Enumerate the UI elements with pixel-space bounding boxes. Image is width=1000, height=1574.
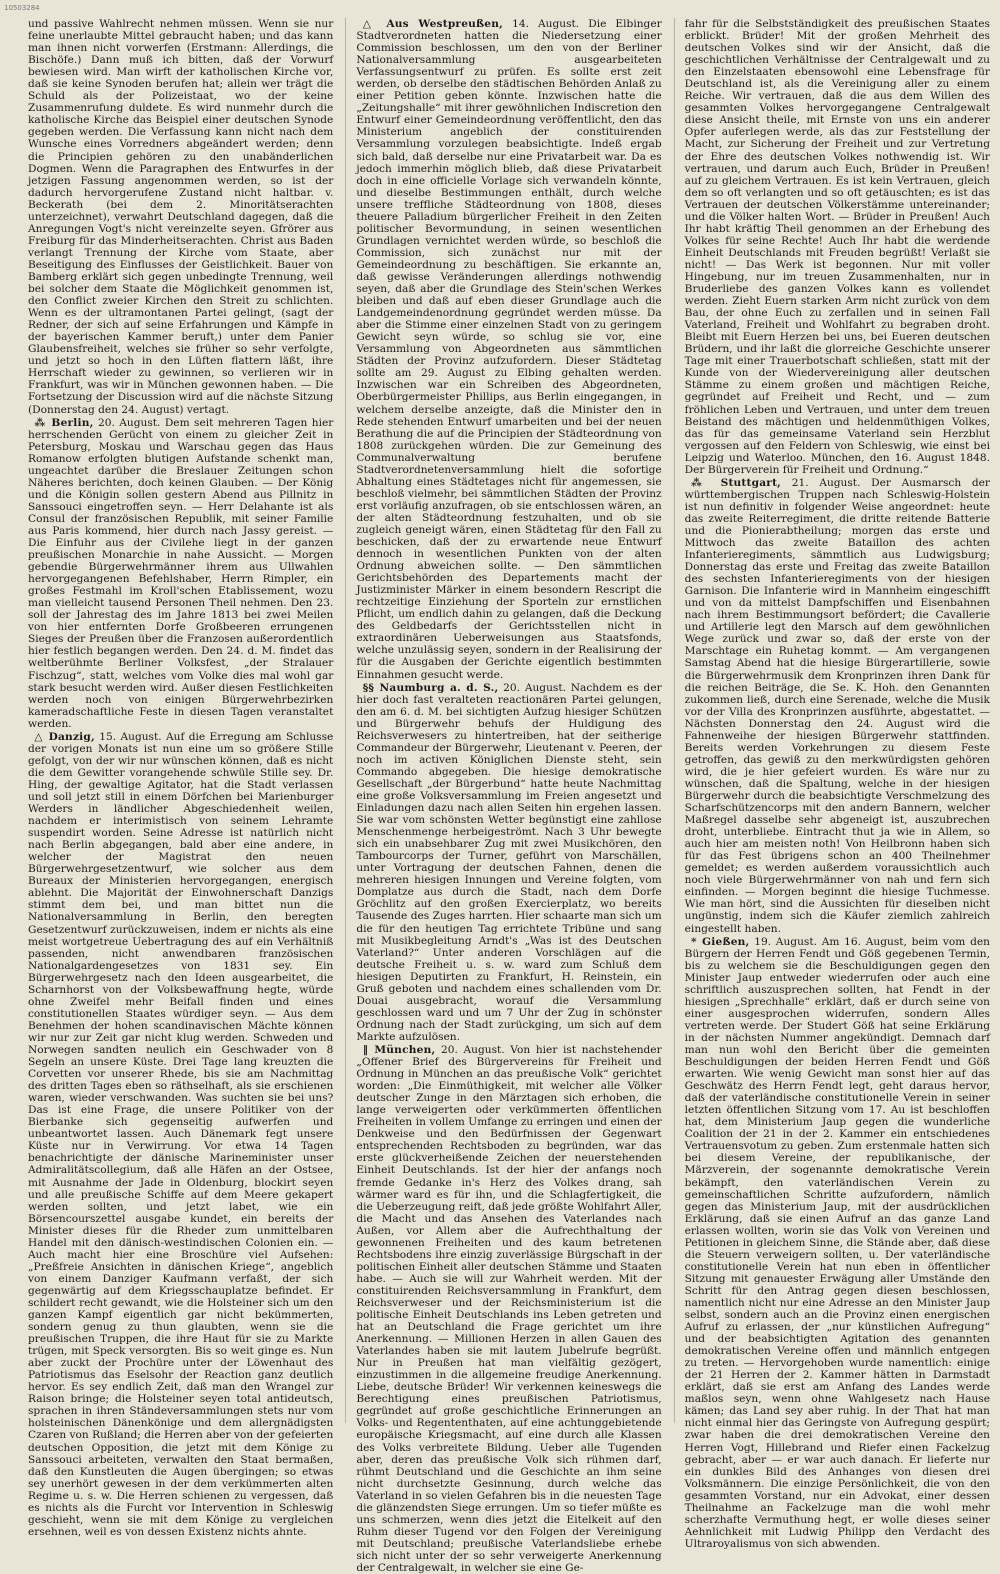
dateline: △ Aus Westpreußen,	[362, 18, 504, 30]
article-paragraph	[685, 477, 990, 935]
article-paragraph	[28, 731, 333, 1538]
article-paragraph	[356, 18, 661, 681]
dateline: * Gießen,	[691, 935, 750, 948]
paragraph-text: und passive Wahlrecht nehmen müssen. Wenn sie nur feine unerlaubte Mittel gebraucht haben; und das kann man ihnen nicht vorwerfen (Erstmann: Allerdings, die Bischöfe.) Dann muß ich bitten, daß der Vorwurf bewiesen wird. Man wirft der katholischen Kirche vor, daß sie keine Synoden berufen hat; allein wer trägt die Schuld als der Polizeistaat, wo der keine Zusammenrufung duldete. Es wird nunmehr durch die katholische Kirche das Beispiel einer deutschen Synode gegeben werden. Die Verfassung kann nicht nach dem Wunsche eines Vorredners abgeändert werden; denn die Principien gehören zu den unabänderlichen Dogmen. Wenn die Paragraphen des Entwurfes in der jetzigen Fassung angenommen werden, so ist der dadurch hervorgerufene Zustand nicht haltbar. v. Beckerath (bei dem 2. Minoritätserachten unterzeichnet), verwahrt Deutschland dagegen, daß die Anregungen Vogt's nicht vereinzelte seyen. Gfrörer aus Freiburg für das Minderheitserachten. Christ aus Baden verlangt Trennung der Kirche vom Staate, aber Beseitigung des Einflusses der Geistlichkeit. Bauer von Bamberg erklärt sich gegen unbedingte Trennung, weil bei solcher dem Staate die Möglichkeit genommen ist, den Conflict zweier Kirchen den Streit zu schlichten. Wenn es der ultramontanen Partei gelingt, (sagt der Redner, der sich auf seine Erfahrungen und Kämpfe in der bayerischen Kammer beruft,) unter dem Panier Glaubensfreiheit, welches sie früher so sehr verfolgte, und jetzt so hoch in den Lüften flattern läßt, ihre Herrschaft wieder zu gewinnen, so verlieren wir in Frankfurt, was wir in München gewonnen haben. — Die Fortsetzung der Discussion wird auf die nächste Sitzung (Donnerstag den 24. August) vertagt.	[28, 18, 334, 416]
article-paragraph	[28, 18, 333, 416]
paragraph-text: 20. August. Nachdem es der hier doch fast veralteten reactionären Partei gelungen, den am 6. d. M. bei sichtigten Aufzug hiesiger Schützen und Bürgerwehr behufs der Huldigung des Reichsverwesers zu hintertreiben, hat der seitherige Commandeur der Bürgerwehr, Lieutenant v. Peeren, der noch im activen Königlichen Dienste steht, sein Commando abgegeben. Die hiesige demokratische Gesellschaft „der Bürgerbund“ hatte heute Nachmittag eine große Volksversammlung im Freien angesetzt und Einladungen dazu nach allen Seiten hin ergehen lassen. Sie war vom schönsten Wetter begünstigt eine zahllose Menschenmenge herbeigeströmt. Nach 3 Uhr bewegte sich ein unabsehbarer Zug mit zwei Musikchören, den Tambourcorps der Turner, geführt von Marschällen, unter Vortragung der deutschen Fahnen, denen die mehreren hiesigen Innungen und Vereine folgten, vom Domplatze aus durch die Stadt, nach dem Dorfe Gröchlitz auf den großen Exercierplatz, wo bereits Tausende des Zuges harrten. Hier schaarte man sich um die für den heutigen Tag errichtete Tribüne und sang mit Musikbegleitung Arndt's „Was ist des Deutschen Vaterland?“ Unter anderen Vorschlägen auf die deutsche Freiheit u. s. w. ward zum Schluß dem hiesigen Deputirten zu Frankfurt, H. Reinstein, ein Gruß geboten und nachdem eines schallenden vom Dr. Douai ausgebracht, worauf die Versammlung geschlossen ward und um 7 Uhr der Zug in schönster Ordnung nach der Stadt zurückging, um sich auf dem Markte aufzulösen.	[356, 681, 662, 1043]
paragraph-text: 15. August. Auf die Erregung am Schlusse der vorigen Monats ist nun eine um so größere Stille gefolgt, von der wir nur wünschen können, daß es nicht die dem Gewitter vorangehende schwüle Stille sey. Dr. Hing, der gewaltige Agitator, hat die Stadt verlassen und soll jetzt still in einem Dörfchen bei Marienburger Werders in ländlicher Abgeschiedenheit weilen, nachdem er interimistisch von seinem Lehramte suspendirt worden. Seine Adresse ist natürlich nicht nach Berlin abgegangen, bald aber eine andere, in welcher der Magistrat den neuen Bürgerwehrgesetzentwurf, wie solcher aus dem Bureaux der Ministerien hervorgegangen, energisch ablehnt. Die Majorität der Einwohnerschaft Danzigs stimmt dem bei, und man bittet nun die Nationalversammlung in Berlin, den beregten Gesetzentwurf zurückzuweisen, indem er nichts als eine meist wortgetreue Uebertragung des auf ein Verhältniß passenden, nicht anwendbaren französischen Nationalgardengesetzes von 1831 sey. Ein Bürgerwehrgesetz nach den Ideen ausgearbeitet, die Scharnhorst von der Volksbewaffnung hegte, würde ohne Zweifel mehr Beifall finden und eines constitutionellen Staates würdiger seyn. — Aus dem Benehmen der hohen scandinavischen Mächte können wir nur zur Zeit gar nicht klug werden. Schweden und Norwegen sandten neulich ein Geschwader von 8 Segeln an unsere Küste. Drei Tage lang kreuzten die Corvetten vor unserer Rhede, bis sie am Nachmittag des dritten Tages eben so räthselhaft, als sie erschienen waren, wieder verschwanden. Was suchten sie bei uns? Das ist eine Frage, die unsere Politiker von der Bierbanke sich gegenseitig aufwerfen und unbeantwortet lassen. Auch Dänemark fegt unsere Küste nur in Verwirrung. Vor etwa 14 Tagen benachrichtigte der dänische Marineminister unser Admiralitätscollegium, daß alle Häfen an der Ostsee, mit Ausnahme der Jade in Oldenburg, blockirt seyen und alle preußische Schiffe auf dem Meere gekapert werden sollten, und jetzt labet, wie ein Börsencourszettel ausgabe kundet, ein bereits der Minister dieses für die Rheder zum unmittelbaren Handel mit den dänisch-westindischen Colonien ein. — Auch macht hier eine Broschüre viel Aufsehen: „Preßfreie Ansichten in dänischen Kriege“, angeblich von einem Danziger Kaufmann verfaßt, der sich gegenwärtig auf dem Kriegsschauplatze befindet. Er schildert recht gewandt, wie die Holsteiner sich um den ganzen Kampf eigentlich gar nicht bekümmerten, sondern genug zu thun glaubten, wenn sie die preußischen Truppen, die ihre Haut für sie zu Markte trügen, mit Speck versorgten. Bis so weit ginge es. Nun aber zuckt der Prochüre unter der Löwenhaut des Patriotismus das Eselsohr der Reaction ganz deutlich hervor. Es sey endlich Zeit, daß man den Wrangel zur Raison bringe; die Holsteiner seyen total antideutsch, sprachen in ihren Ständeversammlungen stets nur vom holsteinischen Dänenkönige und dem allergnädigsten Czaren von Rußland; die Herren aber von der gefeierten deutschen Opposition, die jetzt mit dem Könige zu Sanssouci arbeiteten, verwalten den Staat bermaßen, daß den Kunstleuten die Augen übergingen; so etwas sey unerhört gewesen in der dem verkümmerten alten Regime u. s. w. Die Herren schienen zu vergessen, daß es nichts als die Furcht vor Intervention in Schleswig geschieht, wenn sie mit dem Könige zu vergleichen ersehnen, weil es von dessen Existenz nichts ahnte.	[28, 730, 334, 1538]
paragraph-text: 21. August. Der Ausmarsch der württembergischen Truppen nach Schleswig-Holstein ist nun definitiv in folgender Weise angeordnet: heute das zweite Reiterregiment, die dritte reitende Batterie und die Pionierabtheilung; morgen das erste und Mittwoch das zweite Bataillon des achten Infanterieregiments, sämmtlich aus Ludwigsburg; Donnerstag das erste und Freitag das zweite Bataillon des sechsten Infanterieregiments von der hiesigen Garnison. Die Infanterie wird in Mannheim eingeschifft und von da mittelst Dampfschiffen und Eisenbahnen nach ihrem Bestimmungsort befördert; die Cavallerie und Artillerie legt den Marsch auf dem gewöhnlichen Wege zurück und zwar so, daß der erste von der Marschtage ein Ruhetag kommt. — Am vergangenen Samstag Abend hat die hiesige Bürgerartillerie, sowie die Bürgerwehrmusik dem Kronprinzen ihren Dank für die reichen Beiträge, die Se. K. Hoh. den Genannten zukommen ließ, durch eine Serenade, welche die Musik vor der Villa des Kronprinzen ausführte, abgestattet. — Nächsten Donnerstag den 24. August wird die Fahnenweihe der hiesigen Bürgerwehr stattfinden. Bereits werden Vorkehrungen zu diesem Feste getroffen, das gewiß zu den merkwürdigsten gehören wird, die je hier gefeiert wurden. Es wäre nur zu wünschen, daß die Spaltung, welche in der hiesigen Bürgerwehr durch die beabsichtigte Verschmelzung des Scharfschützencorps mit den andern Bannern, welcher Maßregel dasselbe sehr abgeneigt ist, auszubrechen droht, unterbliebe. Eintracht thut ja wie in Allem, so auch hier am meisten noth! Von Heilbronn haben sich für das Fest übrigens schon an 400 Theilnehmer gemeldet; es werden außerdem voraussichtlich auch noch viele Bürgerwehrmänner von nah und fern sich einfinden. — Morgen beginnt die hiesige Tuchmesse. Wie man hört, sind die Aussichten für dieselben nicht ungünstig, indem sich die Käufer ziemlich zahlreich eingestellt haben.	[684, 476, 990, 935]
article-paragraph	[685, 936, 990, 1550]
dateline: ⁂ Berlin,	[34, 416, 94, 429]
paragraph-text: 19. August. Am 16. August, beim vom den Bürgern der Herren Fendt und Göß gegebenen Termin, bis zu welchem sie die Beschuldigungen gegen den Minister Jaup entweder wiederrufen oder auch eine schriftlich auszusprechen sollten, hat Fendt in der hiesigen „Sprechhalle“ erklärt, daß er durch seine von einer ausgesprochen widerrufen, sondern Alles vertreten werde. Der Studert Göß hat seine Erklärung in der nächsten Nummer angekündigt. Demnach darf man nun wohl den Bericht über die gemeinten Beschuldigungen der beiden Herren Fendt und Göß erwarten. Wie wenig Gewicht man sonst hier auf das Geschwätz des Herrn Fendt legt, geht daraus hervor, daß der vaterländische constitutionelle Verein in seiner letzten öffentlichen Sitzung vom 17. Au ist beschloffen hat, dem Ministerium Jaup gegen die wunderliche Coalition der 21 in der 2. Kammer ein entschiedenes Vertrauensvotum zu geben. Zum erstenmale hatten sich bei diesem Vereine, der republikanische, der Märzverein, der sogenannte demokratische Verein bekämpft, den vaterländischen Verein zu gemeinschaftlichen Schritte aufzufordern, nämlich gegen das Ministerium Jaup, mit der ausdrücklichen Erklärung, daß sie einen Aufruf an das ganze Land erlassen wollten, worin sie das Volk von Vereinen und Petitionen in gleichem Sinne, die Stände aber, daß diese die Steuern verweigern sollten, u. Der vaterländische constitutionelle Verein hat nun eben in öffentlicher Sitzung mit genauester Erwägung aller Umstände den Schritt für den Antrag gegen diesen beschlossen, namentlich nicht nur eine Adresse an den Minister Jaup selbst, sondern auch an die Provinz einen energischen Aufruf zu erlassen, der „nur künstlichen Aufregung“ und der beabsichtigten Agitation des genannten demokratischen Vereine offen und männlich entgegen zu treten. — Hervorgehoben wurde namentlich: einige der 21 Herren der 2. Kammer hätten in Darmstadt erklärt, daß sie erst am Anfang des Landes werde maßlos seyn, wenn ohne Wahlgesetz nach Hause kämen; das Land sey aber ruhig. In der That hat man nicht einmal hier das Geringste von Aufregung gespürt; zwar haben die drei demokratischen Vereine den Herren Vogt, Hillebrand und Riefer einen Fackelzug gebracht, aber — er war auch danach. Er lieferte nur ein dunkles Bild des Anhanges von diesen drei Volksmännern. Die einzige Persönlichkeit, die von den gesammten Vorstand, nur ein Advokat, einer dessen Theilnahme an Fackelzuge man die wohl mehr scherzhafte Vermuthung hegt, er wolle dieses seiner Aehnlichkeit mit Ludwig Philipp den Verdacht des Ultraroyalismus von sich abwenden.	[684, 935, 990, 1550]
column-1	[28, 18, 334, 1538]
article-paragraph	[28, 417, 333, 730]
paragraph-text: 14. August. Die Elbinger Stadtverordneten hatten die Niedersetzung einer Commission beschlossen, um den von der Berliner Nationalversammlung ausgearbeiteten Verfassungsentwurf zu prüfen. Es sollte erst zeit werden, ob derselbe den städtischen Behörden Anlaß zu einer Petition geben könnte. Inzwischen hatte die „Zeitungshalle“ mit ihrer gewöhnlichen Indiscretion den Entwurf einer Gemeindeordnung veröffentlicht, den das Ministerium angeblich der constituirenden Versammlung vorzulegen beabsichtigte. Indeß ergab sich bald, daß derselbe nur eine Privatarbeit war. Da es jedoch immerhin möglich blieb, daß diese Privatarbeit doch in eine officielle Vorlage sich verwandeln könnte, und dieselbe Bestimmungen enthält, durch welche unsere treffliche Städteordnung von 1808, dieses theuere Palladium bürgerlicher Freiheit in den Zeiten politischer Bevormundung, in seinen wesentlichen Grundlagen vernichtet werden würde, so beschloß die Commission, sich zunächst nur mit der Gemeindeordnung zu beschäftigen. Sie erkannte an, daß gewisse Veränderungen allerdings nothwendig seyen, daß aber die Grundlage des Stein'schen Werkes bleiben und daß auf eben dieser Grundlage auch die Landgemeindenordnung gegründet werden müsse. Da aber die Stimme einer einzelnen Stadt von zu geringem Gewicht seyn würde, so schlug sie vor, eine Versammlung von Abgeordneten aus sämmtlichen Städten der Provinz aufzufordern. Dieser Städtetag sollte am 29. August zu Elbing gehalten werden. Inzwischen war ein Schreiben des Abgeordneten, Oberbürgermeister Phillips, aus Berlin eingegangen, in welchem derselbe anzeigte, daß die Minister den in Rede stehenden Entwurf umarbeiten und bei der neuen Berathung die auf die Principien der Städteordnung von 1808 zurückgehen würden. Die zur Gemeinung des Communalverwaltung berufene Stadtverordnetenversammlung hielt die sofortige Abhaltung eines Städtetages nicht für angemessen, sie beschloß vielmehr, bei sämmtlichen Städten der Provinz erst vorläufig anzufragen, ob sie entschlossen wären, an der alten Städteordnung festzuhalten, und ob sie zugleich geneigt wären, einen Städtetag für den Fall zu beschicken, daß der zu erwartende neue Entwurf dennoch in wesentlichen Punkten von der alten Ordnung abweichen sollte. — Den sämmtlichen Gerichtsbehörden des Departements macht der Justizminister Märker in einem besondern Rescript die rechtzeitige Einziehung der Sporteln zur ernstlichen Pflicht, um endlich dahin zu gelangen, daß die Deckung des Geldbedarfs der Gerichtsstellen nicht in extraordinären Ueberweisungen aus Staatsfonds, welche unzulässig seyen, sondern in der Realisirung der für die Ausgaben der Gerichte eigentlich bestimmten Einnahmen gesucht werde.	[356, 18, 662, 681]
paragraph-text: fahr für die Selbstständigkeit des preußischen Staates erblickt. Brüder! Mit der großen Mehrheit des deutschen Volkes sind wir der Ansicht, daß die geschichtlichen Verhältnisse der Centralgewalt und zu den Einzelstaaten ebensowohl eine Lebensfrage für Deutschland ist, als die Vereinigung aller zu einem Reiche. Wir vertrauen, daß die aus dem Willen des gesammten Volkes hervorgegangene Centralgewalt diese Ansicht theile, mit Ernste von uns ein anderer Opfer auferlegen werde, als das zur Feststellung der Macht, zur Sicherung der Freiheit und zur Vertretung der Ehre des deutschen Volkes nothwendig ist. Wir vertrauen, und darum auch Euch, Brüder in Preußen! auf zu gleichem Vertrauen. Es ist kein Vertrauen, gleich dem so oft verlangten und so oft getäuschten; es ist das Vertrauen der deutschen Völkerstämme untereinander; und die Völker halten Wort. — Brüder in Preußen! Auch Ihr habt kräftig Theil genommen an der Erhebung des Volkes für seine Rechte! Auch Ihr habt die werdende Einheit Deutschlands mit Freuden begrüßt! Verlaßt sie nicht! — Das Werk ist begonnen. Nur mit voller Hingebung, nur im treuen Zusammenhalten, nur in Bruderliebe des ganzen Volkes kann es vollendet werden. Zieht Euern starken Arm nicht zurück von dem Bau, der ohne Euch zu zerfallen und in seinen Fall Vaterland, Freiheit und Wohlfahrt zu begraben droht. Bleibt mit Euern Herzen bei uns, bei Eueren deutschen Brüdern, und ihr laßt die glorreiche Geschichte unserer Tage mit einer Trauerbotschaft schließen, statt mit der Kunde von der Wiedervereinigung aller deutschen Stämme zu einem großen und mächtigen Reiche, gegründet auf Freiheit und Recht, und — zum fröhlichen Leben und Vertrauen, und unter dem treuen Beistand des mächtigen und heldenmüthigen Volkes, das für das gemeinsame Vaterland sein Herzblut vergossen auf den Feldern von Schleswig, wie einst bei Leipzig und Waterloo. München, den 16. August 1848. Der Bürgerverein für Freiheit und Ordnung.“	[684, 18, 990, 476]
dateline: ‖ München,	[362, 1043, 436, 1056]
paragraph-text: 20. August. Dem seit mehreren Tagen hier herrschenden Gerücht von einem zu gleicher Zeit in Petersburg, Moskau und Warschau gegen das Haus Romanow erfolgten blutigen Aufstande schenkt man, ungeachtet darüber die Breslauer Zeitungen schon Näheres berichten, doch keinen Glauben. — Der König und die Königin sollen gestern Abend aus Pillnitz in Sanssouci eingetroffen seyn. — Herr Delahante ist als Consul der französischen Republik, mit seiner Familie aus Paris kommend, hier durch nach Jassy gereist. — Die Einfuhr aus der Civilehe liegt in der ganzen preußischen Monarchie in nahe Aussicht. — Morgen gebendie Bürgerwehrmänner ihrem aus Ullwahlen hervorgegangenen Befehlshaber, Herrn Rimpler, ein großes Festmahl im Kroll'schen Etablissement, wozu man vielleicht tausend Personen Theil nehmen. Den 23. soll der Jahrestag des im Jahre 1813 bei zwei Meilen von hier entfernten Dorfe Großbeeren errungenen Sieges der Preußen über die Franzosen außerordentlich hier festlich begangen werden. Den 24. d. M. findet das weltberühmte Berliner Volksfest, „der Stralauer Fischzug“, statt, welches vom Volke dies mal wohl gar stark besucht werden wird. Außer diesen Festlichkeiten werden noch von einigen Bürgerwehrbezirken kameradschaftliche Feste in diesen Tagen veranstaltet werden.	[28, 416, 334, 730]
article-paragraph	[685, 18, 990, 476]
article-paragraph	[356, 1044, 661, 1574]
dateline: §§ Naumburg a. d. S.,	[362, 681, 499, 694]
column-2	[345, 18, 662, 1574]
column-3	[674, 18, 990, 1550]
text-columns	[28, 18, 990, 1574]
dateline: ⁂ Stuttgart,	[691, 476, 782, 489]
paragraph-text: 20. August. Von hier ist nachstehender „Offener Brief des Bürgervereins für Freiheit und Ordnung in München an das preußische Volk“ gerichtet worden: „Die Einmüthigkeit, mit welcher alle Völker deutscher Zunge in den Märztagen sich erhoben, die lange verweigerten oder verkümmerten öffentlichen Freiheiten in vollem Umfange zu erringen und einen der Denkweise und den Bedürfnissen der Gegenwart entsprechenden Rechtsboden zu begründen, war das erste glückverheißende Zeichen der neuerstehenden Einheit Deutschlands. Ist der hier der anfangs noch fremde Gedanke in's Herz des Volkes drang, sah wärmer ward es für ihn, und die Schlagfertigkeit, die die Ueberzeugung reift, daß jede größte Wohlfahrt Aller, die Macht und das Ansehen des Vaterlandes nach Außen, vor Allem aber die Aufrechthaltung der gewonnenen Freiheiten und des kaum betretenen Rechtsbodens ihre einzig zuverlässige Bürgschaft in der politischen Einheit aller deutschen Stämme und Staaten habe. — Auch sie will zur Wahrheit werden. Mit der constituirenden Reichsversammlung in Frankfurt, dem Reichsverweser und der Reichsministerium ist die politische Einheit Deutschlands ins Leben getreten und hat an Deutschland die Frage gerichtet um ihre Anerkennung. — Millionen Herzen in allen Gauen des Vaterlandes haben sie mit lautem Jubelrufe begrüßt. Nur in Preußen hat man vielfältig gezögert, einzustimmen in die allgemeine freudige Anerkennung. Liebe, deutsche Brüder! Wir verkennen keineswegs die Berechtigung eines preußischen Patriotismus, gegründet auf große geschichtliche Erinnerungen an Volks- und Regententhaten, auf eine achtunggebietende europäische Kriegsmacht, auf eine durch alle Klassen des Volks verbreitete Bildung. Ueber alle Tugenden aber, deren das preußische Volk sich rühmen darf, rühmt Deutschland und die Geschichte an ihm seine nicht durchsetzte Gesinnung, durch welche das Vaterland in so vielen Gefahren bis in die neuesten Tage die glänzendsten Siege errungen. Um so tiefer müßte es uns schmerzen, wenn dies jetzt die Eitelkeit auf den Ruhm dieser Tugend vor den Folgen der Vereinigung mit Deutschland; preußische Vaterlandsliebe erhebe sich nicht unter der so sehr verweigerte Anerkennung der Centralgewalt, in welcher sie eine Ge-	[356, 1043, 662, 1574]
article-paragraph	[356, 682, 661, 1043]
scan-id: 10503284	[4, 4, 40, 12]
dateline: △ Danzig,	[34, 730, 95, 743]
